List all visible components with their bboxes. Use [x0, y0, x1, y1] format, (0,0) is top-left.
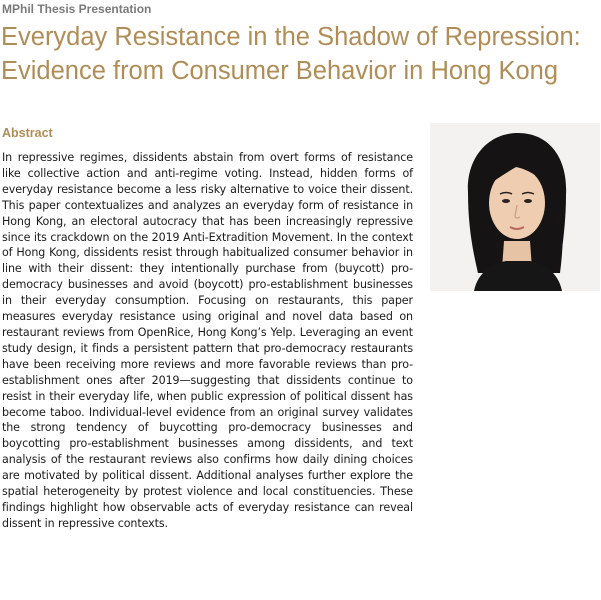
page-title: Everyday Resistance in the Shadow of Repression: Evidence from Consumer Behavior in Hong Kong — [1, 23, 581, 85]
abstract-text: In repressive regimes, dissidents abstain from overt forms of resistance like collective action and anti-regime voting. Instead, hidden forms of everyday resistance become a less risky alternative to voice their dissent. This paper contextualizes and analyzes an everyday form of resistance in Hong Kong, an electoral autocracy that has been increasingly repressive since its crackdown on the 2019 Anti-Extradition Movement. In the context of Hong Kong, dissidents resist through habitualized consumer behavior in line with their dissent: they intentionally purchase from (buycott) pro-democracy businesses and avoid (boycott) pro-establishment businesses in their everyday consumption. Focusing on restaurants, this paper measures everyday resistance using original and novel data based on restaurant reviews from OpenRice, Hong Kong’s Yelp. Leveraging an event study design, it finds a persistent pattern that pro-democracy restaurants have been receiving more reviews and more favorable reviews than pro-establishment ones after 2019—suggesting that dissidents continue to resist in their everyday life, when public expression of political dissent has become taboo. Individual-level evidence from an original survey validates the strong tendency of buycotting pro-democracy businesses and boycotting pro-establishment businesses among dissidents, and text analysis of the restaurant reviews also confirms how daily dining choices are motivated by political dissent. Additional analyses further explore the spatial heterogeneity by protest violence and local constituencies. These findings highlight how observable acts of everyday resistance can reveal dissent in repressive contexts. — [2, 151, 413, 530]
presenter-portrait-icon — [430, 123, 600, 291]
presentation-label: MPhil Thesis Presentation — [2, 2, 152, 16]
abstract-heading: Abstract — [2, 126, 53, 140]
presenter-photo — [430, 123, 600, 291]
